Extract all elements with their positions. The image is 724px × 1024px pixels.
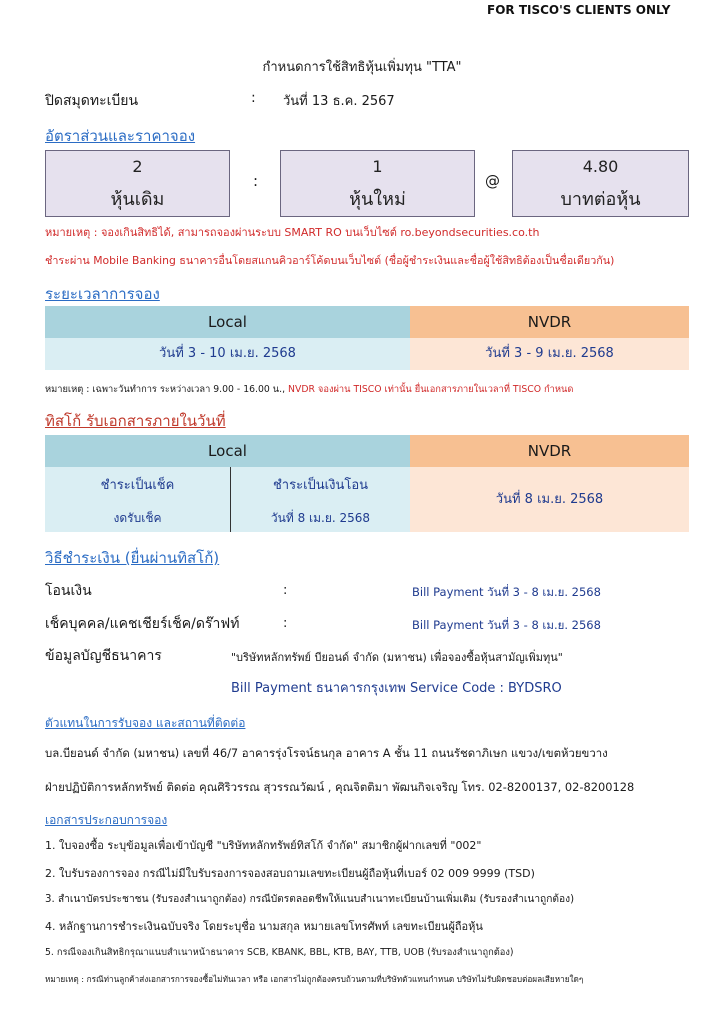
ratio-separator: : (253, 172, 259, 190)
new-shares-label: หุ้นใหม่ (349, 189, 406, 210)
documents-heading: เอกสารประกอบการจอง (45, 813, 168, 827)
documents-footnote: หมายเหตุ : กรณีท่านลูกค้าส่งเอกสารการจองซื้อไม่ทันเวลา หรือ เอกสารไม่ถูกต้องครบถ้วนตามที่บริษัทตัวแทนกำหนด บริษัทไม่รับผิดชอบต่อผลเสียหายใดๆ (45, 974, 584, 984)
docs-transfer-value: วันที่ 8 เม.ย. 2568 (270, 511, 371, 525)
docs-nvdr-value: วันที่ 8 เม.ย. 2568 (495, 492, 604, 507)
bank-bill-payment: Bill Payment ธนาคารกรุงเทพ Service Code : BYDSRO (231, 681, 562, 696)
subscription-nvdr-header: NVDR (410, 306, 689, 338)
ratio-note-1: หมายเหตุ : จองเกินสิทธิได้, สามารถจองผ่านระบบ SMART RO บนเว็บไซต์ ro.beyondsecurities.co.th (45, 226, 540, 239)
price-label: บาทต่อหุ้น (560, 189, 641, 210)
subscription-note: หมายเหตุ : เฉพาะวันทำการ ระหว่างเวลา 9.00 - 16.00 น., NVDR จองผ่าน TISCO เท่านั้น ยื่นเอกสารภายในเวลาที่ TISCO กำหนด (45, 384, 574, 395)
at-symbol: @ (485, 172, 500, 190)
book-close-date: วันที่ 13 ธ.ค. 2567 (283, 94, 395, 109)
payment-row-2-value: Bill Payment วันที่ 3 - 8 เม.ย. 2568 (412, 618, 601, 632)
subscription-local-date: วันที่ 3 - 10 เม.ย. 2568 (45, 338, 410, 370)
payment-row-2-colon: : (283, 616, 288, 631)
agent-address: บล.บียอนด์ จำกัด (มหาชน) เลขที่ 46/7 อาคารรุ่งโรจน์ธนกุล อาคาร A ชั้น 11 ถนนรัชดาภิเษก แขวง/เขตห้วยขวาง (45, 746, 608, 760)
payment-row-1-value: Bill Payment วันที่ 3 - 8 เม.ย. 2568 (412, 585, 601, 599)
old-shares-label: หุ้นเดิม (110, 189, 165, 210)
ratio-heading: อัตราส่วนและราคาจอง (45, 127, 196, 145)
subscription-nvdr-date: วันที่ 3 - 9 เม.ย. 2568 (410, 338, 689, 370)
document-item-1: 1. ใบจองซื้อ ระบุข้อมูลเพื่อเข้าบัญชี "บริษัทหลักทรัพย์ทิสโก้ จำกัด" สมาชิกผู้ฝากเลขที่ "002" (45, 839, 482, 852)
new-shares-box (280, 150, 475, 217)
subscription-local-header: Local (45, 306, 410, 338)
agent-contact: ฝ่ายปฏิบัติการหลักทรัพย์ ติดต่อ คุณศิริวรรณ สุวรรณวัฒน์ , คุณจิตติมา พัฒนกิจเจริญ โทร. 02-8200137, 02-8200128 (45, 780, 635, 794)
book-close-colon: : (251, 90, 256, 106)
document-item-4: 4. หลักฐานการชำระเงินฉบับจริง โดยระบุชื่อ นามสกุล หมายเลขโทรศัพท์ เลขทะเบียนผู้ถือหุ้น (45, 920, 483, 933)
payment-row-2-label: เช็คบุคคล/แคชเชียร์เช็ค/ดร๊าฟท์ (45, 616, 240, 632)
price-value: 4.80 (582, 157, 619, 176)
docs-transfer-header: ชำระเป็นเงินโอน (272, 478, 369, 493)
new-shares-value: 1 (372, 157, 383, 176)
book-close-label: ปิดสมุดทะเบียน (45, 93, 139, 109)
docs-cheque-cell (45, 467, 231, 532)
document-item-2: 2. ใบรับรองการจอง กรณีไม่มีใบรับรองการจองสอบถามเลขทะเบียนผู้ถือหุ้นที่เบอร์ 02 009 9999 (TSD) (45, 867, 535, 880)
payment-row-1-colon: : (283, 583, 288, 598)
docs-nvdr-cell (410, 467, 689, 532)
payment-heading: วิธีชำระเงิน (ยื่นผ่านทิสโก้) (45, 549, 220, 567)
docs-receive-heading: ทิสโก้ รับเอกสารภายในวันที่ (45, 412, 226, 430)
document-item-5: 5. กรณีจองเกินสิทธิกรุณาแนบสำเนาหน้าธนาคาร SCB, KBANK, BBL, KTB, BAY, TTB, UOB (รับรองสำเนาถูกต้อง) (45, 947, 514, 958)
ratio-note-2: ชำระผ่าน Mobile Banking ธนาคารอื่นโดยสแกนคิวอาร์โค้ดบนเว็บไซต์ (ชื่อผู้ชำระเงินและชื่อผู้ใช้สิทธิต้องเป็นชื่อเดียวกัน) (45, 254, 615, 267)
clients-only-note: FOR TISCO'S CLIENTS ONLY (487, 3, 671, 17)
old-shares-value: 2 (132, 157, 143, 176)
page-title: กำหนดการใช้สิทธิหุ้นเพิ่มทุน "TTA" (262, 60, 462, 75)
agent-heading: ตัวแทนในการรับจอง และสถานที่ติดต่อ (45, 716, 246, 730)
docs-transfer-cell (231, 467, 410, 532)
docs-nvdr-header: NVDR (410, 435, 689, 467)
subscription-heading: ระยะเวลาการจอง (45, 285, 160, 303)
bank-info-label: ข้อมูลบัญชีธนาคาร (45, 648, 162, 664)
old-shares-box (45, 150, 230, 217)
docs-cheque-value: งดรับเช็ค (113, 511, 162, 525)
payment-row-1-label: โอนเงิน (45, 583, 92, 599)
docs-local-header: Local (45, 435, 410, 467)
bank-account-name: "บริษัทหลักทรัพย์ บียอนด์ จำกัด (มหาชน) เพื่อจองซื้อหุ้นสามัญเพิ่มทุน" (231, 651, 563, 664)
docs-cheque-header: ชำระเป็นเช็ค (100, 478, 175, 493)
price-box (512, 150, 689, 217)
document-item-3: 3. สำเนาบัตรประชาชน (รับรองสำเนาถูกต้อง) กรณีบัตรตลอดชีพให้แนบสำเนาทะเบียนบ้านเพิ่มเติม (รับรองสำเนาถูกต้อง) (45, 894, 575, 905)
